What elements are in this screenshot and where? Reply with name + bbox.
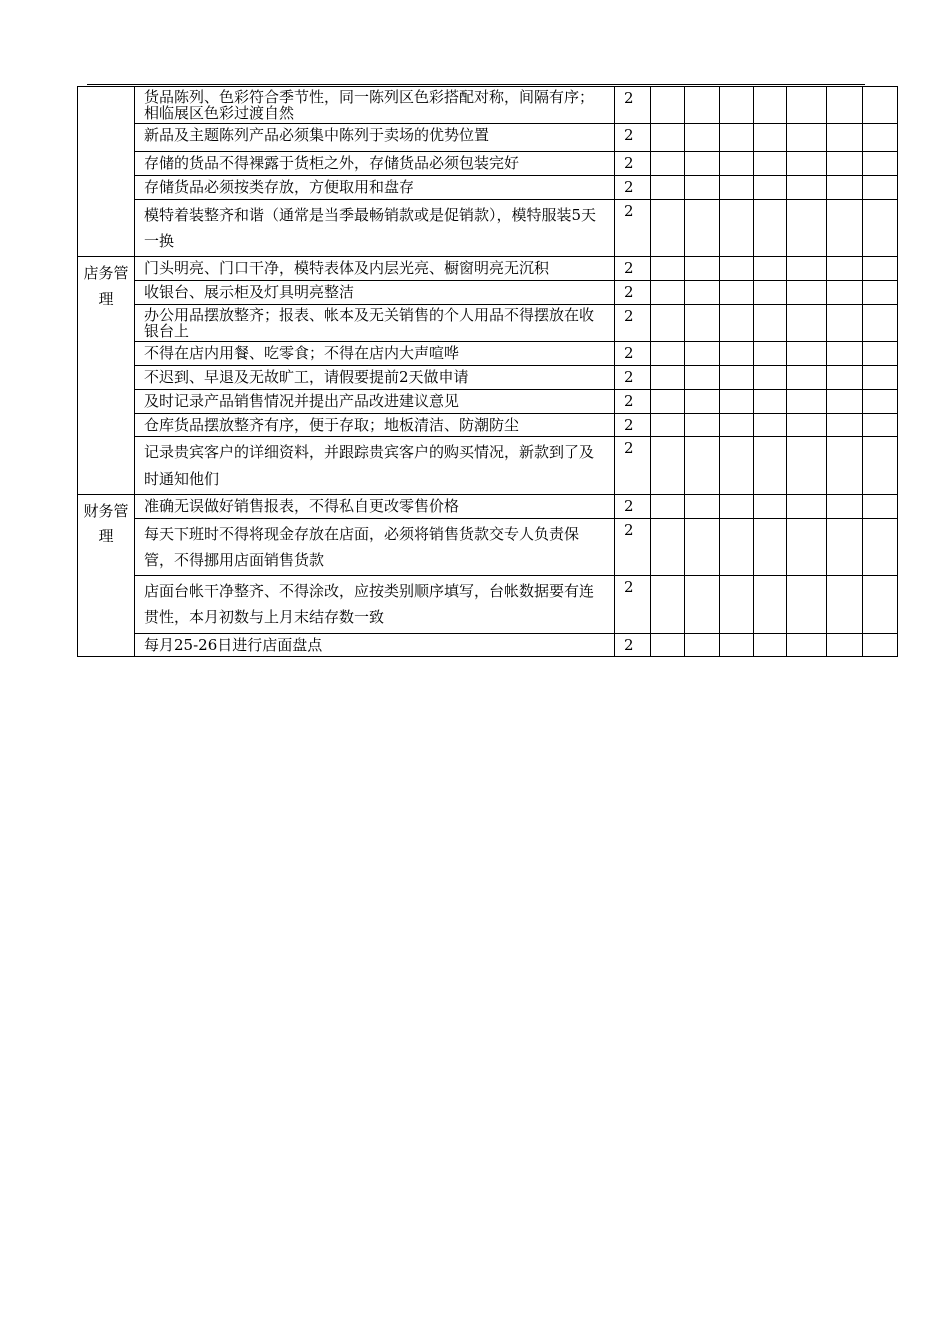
rating-cell[interactable] [720, 152, 754, 176]
rating-cell[interactable] [685, 304, 720, 341]
criterion-text: 每月25-26日进行店面盘点 [144, 635, 323, 654]
rating-cell[interactable] [827, 413, 863, 437]
rating-cell[interactable] [685, 576, 720, 634]
table-row [78, 199, 898, 257]
rating-cell[interactable] [651, 413, 685, 437]
rating-cell[interactable] [827, 281, 863, 305]
rating-cell[interactable] [787, 518, 827, 576]
table-row [78, 304, 898, 341]
table-row [78, 342, 898, 366]
rating-cell[interactable] [685, 389, 720, 413]
criterion-cell [135, 124, 615, 152]
rating-cell[interactable] [787, 366, 827, 390]
criterion-cell [135, 176, 615, 200]
score-cell: 2 [615, 633, 651, 657]
rating-cell[interactable] [754, 576, 787, 634]
rating-cell[interactable] [651, 304, 685, 341]
rating-cell[interactable] [651, 576, 685, 634]
rating-cell[interactable] [827, 366, 863, 390]
rating-cell[interactable] [827, 518, 863, 576]
criterion-text: 店面台帐干净整齐、不得涂改，应按类别顺序填写，台帐数据要有连贯性，本月初数与上月末结存数一致 [144, 582, 595, 627]
rating-cell[interactable] [720, 176, 754, 200]
criterion-text: 门头明亮、门口干净，模特表体及内层光亮、橱窗明亮无沉积 [144, 259, 550, 278]
rating-cell[interactable] [651, 494, 685, 518]
rating-cell[interactable] [827, 342, 863, 366]
rating-cell[interactable] [754, 176, 787, 200]
rating-cell[interactable] [787, 199, 827, 257]
rating-cell[interactable] [720, 437, 754, 495]
rating-cell[interactable] [787, 257, 827, 281]
score-cell: 2 [615, 389, 651, 413]
rating-cell[interactable] [787, 576, 827, 634]
rating-cell[interactable] [685, 342, 720, 366]
rating-cell[interactable] [787, 87, 827, 124]
rating-cell[interactable] [787, 176, 827, 200]
rating-cell[interactable] [685, 152, 720, 176]
score-cell: 2 [615, 176, 651, 200]
top-rule [87, 84, 865, 85]
rating-cell[interactable] [863, 87, 898, 124]
table-row [78, 633, 898, 657]
criterion-cell [135, 576, 615, 634]
score-cell: 2 [615, 413, 651, 437]
rating-cell[interactable] [787, 494, 827, 518]
rating-cell[interactable] [787, 437, 827, 495]
rating-cell[interactable] [754, 304, 787, 341]
rating-cell[interactable] [651, 199, 685, 257]
rating-cell[interactable] [754, 437, 787, 495]
score-cell: 2 [615, 494, 651, 518]
rating-cell[interactable] [754, 494, 787, 518]
rating-cell[interactable] [827, 494, 863, 518]
table-row [78, 152, 898, 176]
rating-cell[interactable] [685, 176, 720, 200]
rating-cell[interactable] [754, 281, 787, 305]
rating-cell[interactable] [827, 633, 863, 657]
criterion-cell [135, 87, 615, 124]
criterion-text: 每天下班时不得将现金存放在店面，必须将销售货款交专人负责保管，不得挪用店面销售货款 [144, 524, 580, 569]
table-row [78, 437, 898, 495]
criterion-cell [135, 257, 615, 281]
rating-cell[interactable] [787, 124, 827, 152]
rating-cell[interactable] [863, 199, 898, 257]
rating-cell[interactable] [827, 257, 863, 281]
rating-cell[interactable] [651, 124, 685, 152]
rating-cell[interactable] [827, 176, 863, 200]
rating-cell[interactable] [863, 304, 898, 341]
rating-cell[interactable] [754, 633, 787, 657]
rating-cell[interactable] [651, 342, 685, 366]
rating-cell[interactable] [720, 518, 754, 576]
rating-cell[interactable] [754, 518, 787, 576]
criterion-cell [135, 413, 615, 437]
table-row [78, 413, 898, 437]
score-cell: 2 [615, 366, 651, 390]
score-cell: 2 [615, 199, 651, 257]
rating-cell[interactable] [787, 152, 827, 176]
table-row [78, 366, 898, 390]
rating-cell[interactable] [754, 366, 787, 390]
rating-cell[interactable] [685, 518, 720, 576]
score-cell: 2 [615, 304, 651, 341]
rating-cell[interactable] [651, 87, 685, 124]
rating-cell[interactable] [827, 576, 863, 634]
rating-cell[interactable] [863, 494, 898, 518]
rating-cell[interactable] [720, 257, 754, 281]
rating-cell[interactable] [827, 87, 863, 124]
rating-cell[interactable] [787, 281, 827, 305]
criterion-text: 存储的货品不得裸露于货柜之外，存储货品必须包装完好 [144, 154, 520, 173]
rating-cell[interactable] [863, 281, 898, 305]
criterion-text: 货品陈列、色彩符合季节性，同一陈列区色彩搭配对称，间隔有序；相临展区色彩过渡自然 [144, 88, 595, 123]
rating-cell[interactable] [754, 257, 787, 281]
table-row [78, 257, 898, 281]
rating-cell[interactable] [863, 152, 898, 176]
score-cell: 2 [615, 124, 651, 152]
table-row [78, 576, 898, 634]
rating-cell[interactable] [863, 342, 898, 366]
rating-cell[interactable] [651, 366, 685, 390]
criterion-text: 收银台、展示柜及灯具明亮整洁 [144, 283, 355, 302]
category-cell [78, 87, 135, 257]
score-cell: 2 [615, 281, 651, 305]
rating-cell[interactable] [651, 176, 685, 200]
rating-cell[interactable] [863, 576, 898, 634]
rating-cell[interactable] [827, 124, 863, 152]
rating-cell[interactable] [720, 494, 754, 518]
score-cell: 2 [615, 87, 651, 124]
criterion-text: 不得在店内用餐、吃零食；不得在店内大声喧哗 [144, 344, 460, 363]
rating-cell[interactable] [685, 87, 720, 124]
criterion-cell [135, 304, 615, 341]
table-row [78, 281, 898, 305]
table-row [78, 518, 898, 576]
rating-cell[interactable] [651, 518, 685, 576]
score-cell: 2 [615, 342, 651, 366]
rating-cell[interactable] [787, 342, 827, 366]
category-cell: 财务管理 [78, 494, 135, 657]
rating-cell[interactable] [754, 87, 787, 124]
rating-cell[interactable] [787, 389, 827, 413]
table-row [78, 124, 898, 152]
rating-cell[interactable] [787, 413, 827, 437]
criterion-text: 存储货品必须按类存放，方便取用和盘存 [144, 178, 415, 197]
rating-cell[interactable] [720, 124, 754, 152]
rating-cell[interactable] [720, 413, 754, 437]
rating-cell[interactable] [827, 304, 863, 341]
rating-cell[interactable] [827, 199, 863, 257]
rating-cell[interactable] [651, 389, 685, 413]
rating-cell[interactable] [685, 494, 720, 518]
rating-cell[interactable] [720, 281, 754, 305]
rating-cell[interactable] [685, 281, 720, 305]
rating-cell[interactable] [863, 518, 898, 576]
store-inspection-table [77, 86, 898, 657]
rating-cell[interactable] [651, 633, 685, 657]
rating-cell[interactable] [754, 152, 787, 176]
rating-cell[interactable] [863, 437, 898, 495]
rating-cell[interactable] [720, 304, 754, 341]
rating-cell[interactable] [720, 389, 754, 413]
rating-cell[interactable] [685, 413, 720, 437]
rating-cell[interactable] [863, 176, 898, 200]
rating-cell[interactable] [827, 437, 863, 495]
criterion-text: 记录贵宾客户的详细资料，并跟踪贵宾客户的购买情况，新款到了及时通知他们 [144, 443, 595, 488]
criterion-cell [135, 518, 615, 576]
table-row [78, 494, 898, 518]
rating-cell[interactable] [754, 342, 787, 366]
rating-cell[interactable] [685, 199, 720, 257]
criterion-cell [135, 389, 615, 413]
rating-cell[interactable] [651, 281, 685, 305]
table-row [78, 389, 898, 413]
criterion-text: 办公用品摆放整齐；报表、帐本及无关销售的个人用品不得摆放在收银台上 [144, 305, 595, 341]
rating-cell[interactable] [685, 366, 720, 390]
criterion-text: 准确无误做好销售报表，不得私自更改零售价格 [144, 496, 460, 515]
table-row [78, 87, 898, 124]
criterion-cell [135, 494, 615, 518]
criterion-text: 及时记录产品销售情况并提出产品改进建议意见 [144, 391, 460, 410]
rating-cell[interactable] [863, 389, 898, 413]
criterion-cell [135, 633, 615, 657]
rating-cell[interactable] [685, 437, 720, 495]
rating-cell[interactable] [720, 87, 754, 124]
criterion-cell [135, 366, 615, 390]
score-cell: 2 [615, 576, 651, 634]
rating-cell[interactable] [827, 152, 863, 176]
rating-cell[interactable] [685, 124, 720, 152]
criterion-text: 新品及主题陈列产品必须集中陈列于卖场的优势位置 [144, 126, 490, 145]
rating-cell[interactable] [651, 437, 685, 495]
criterion-cell [135, 199, 615, 257]
rating-cell[interactable] [685, 257, 720, 281]
rating-cell[interactable] [863, 257, 898, 281]
rating-cell[interactable] [754, 199, 787, 257]
rating-cell[interactable] [651, 152, 685, 176]
score-cell: 2 [615, 152, 651, 176]
rating-cell[interactable] [720, 342, 754, 366]
score-cell: 2 [615, 257, 651, 281]
criterion-cell [135, 437, 615, 495]
rating-cell[interactable] [720, 199, 754, 257]
table-row [78, 176, 898, 200]
rating-cell[interactable] [863, 413, 898, 437]
rating-cell[interactable] [754, 389, 787, 413]
rating-cell[interactable] [720, 633, 754, 657]
rating-cell[interactable] [827, 389, 863, 413]
rating-cell[interactable] [863, 124, 898, 152]
category-cell: 店务管理 [78, 257, 135, 494]
score-cell: 2 [615, 437, 651, 495]
criterion-text: 不迟到、早退及无故旷工，请假要提前2天做申请 [144, 368, 469, 386]
rating-cell[interactable] [685, 633, 720, 657]
rating-cell[interactable] [720, 576, 754, 634]
rating-cell[interactable] [651, 257, 685, 281]
criterion-text: 仓库货品摆放整齐有序，便于存取；地板清洁、防潮防尘 [144, 415, 520, 434]
score-cell: 2 [615, 518, 651, 576]
criterion-text: 模特着装整齐和谐（通常是当季最畅销款或是促销款），模特服装5天一换 [144, 205, 597, 251]
rating-cell[interactable] [863, 633, 898, 657]
rating-cell[interactable] [787, 633, 827, 657]
criterion-cell [135, 281, 615, 305]
rating-cell[interactable] [754, 413, 787, 437]
rating-cell[interactable] [720, 366, 754, 390]
rating-cell[interactable] [754, 124, 787, 152]
criterion-cell [135, 152, 615, 176]
rating-cell[interactable] [787, 304, 827, 341]
criterion-cell [135, 342, 615, 366]
rating-cell[interactable] [863, 366, 898, 390]
